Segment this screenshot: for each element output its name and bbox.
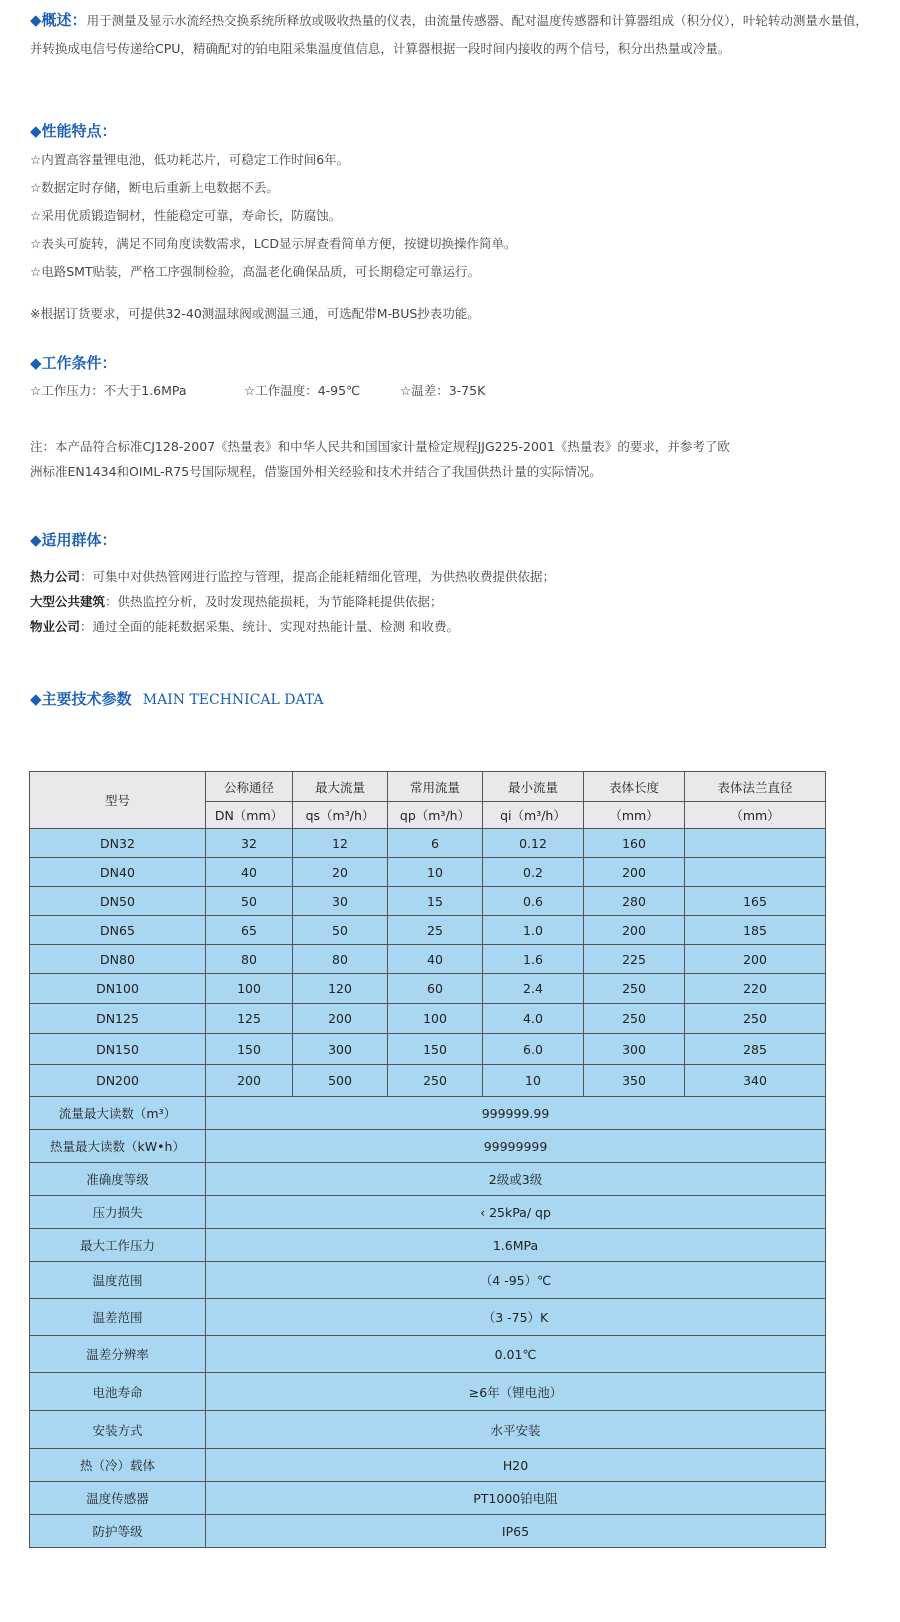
table-row	[30, 1482, 826, 1515]
table-row	[30, 1449, 826, 1482]
technical-title	[30, 688, 324, 709]
value-cell: 30	[293, 887, 388, 916]
table-row	[30, 1130, 826, 1163]
value-cell: 25	[388, 916, 483, 945]
condition-delta: ☆温差：3-75K	[400, 383, 486, 398]
feature-item: ☆采用优质锻造铜材，性能稳定可靠，寿命长，防腐蚀。	[30, 208, 342, 223]
table-row	[30, 858, 826, 887]
table-row	[30, 1196, 826, 1229]
value-cell: 0.12	[483, 829, 584, 858]
value-cell: 6	[388, 829, 483, 858]
feature-item: ☆表头可旋转，满足不同角度读数需求，LCD显示屏查看简单方便，按键切换操作简单。	[30, 236, 517, 251]
value-cell: 220	[685, 974, 826, 1004]
param-label-cell: 压力损失	[30, 1196, 206, 1229]
model-cell: DN200	[30, 1065, 206, 1097]
param-value-cell: 0.01℃	[206, 1336, 826, 1373]
value-cell: 1.6	[483, 945, 584, 974]
header-cell: 表体长度	[584, 772, 685, 802]
feature-item: ☆内置高容量锂电池，低功耗芯片，可稳定工作时间6年。	[30, 152, 350, 167]
model-cell: DN65	[30, 916, 206, 945]
value-cell: 40	[388, 945, 483, 974]
param-value-cell: ‹ 25kPa/ qp	[206, 1196, 826, 1229]
overview-text: 用于测量及显示水流经热交换系统所释放或吸收热量的仪表，由流量传感器、配对温度传感器和计算器组成（积分仪），叶轮转动测量水量值，并转换成电信号传递给CPU，精确配对的铂电阻采集温度值信息，计算器根据一段时间内接收的两个信号，积分出热量或冷量。	[30, 13, 868, 56]
value-cell: 280	[584, 887, 685, 916]
param-label-cell: 防护等级	[30, 1515, 206, 1548]
table-row	[30, 1411, 826, 1449]
value-cell: 12	[293, 829, 388, 858]
table-row	[30, 1373, 826, 1411]
value-cell	[685, 829, 826, 858]
table-row	[30, 829, 826, 858]
param-label-cell: 准确度等级	[30, 1163, 206, 1196]
param-value-cell: 1.6MPa	[206, 1229, 826, 1262]
param-value-cell: IP65	[206, 1515, 826, 1548]
value-cell: 120	[293, 974, 388, 1004]
param-value-cell: PT1000铂电阻	[206, 1482, 826, 1515]
model-cell: DN80	[30, 945, 206, 974]
technical-title-en: MAIN TECHNICAL DATA	[142, 692, 324, 708]
param-label-cell: 温差分辨率	[30, 1336, 206, 1373]
feature-item: ☆数据定时存储，断电后重新上电数据不丢。	[30, 180, 279, 195]
model-cell: DN125	[30, 1004, 206, 1034]
features-note: ※根据订货要求，可提供32-40测温球阀或测温三通，可选配带M-BUS抄表功能。	[30, 306, 480, 321]
table-row	[30, 1097, 826, 1130]
header-cell: 最大流量	[293, 772, 388, 802]
header-unit-cell: DN（mm）	[206, 802, 293, 829]
header-cell: 常用流量	[388, 772, 483, 802]
param-value-cell: （4 -95）℃	[206, 1262, 826, 1299]
model-cell: DN40	[30, 858, 206, 887]
value-cell: 40	[206, 858, 293, 887]
table-row	[30, 1034, 826, 1065]
user-item	[30, 617, 459, 635]
value-cell: 10	[388, 858, 483, 887]
header-unit-cell: qi（m³/h）	[483, 802, 584, 829]
param-value-cell: ≥6年（锂电池）	[206, 1373, 826, 1411]
value-cell: 125	[206, 1004, 293, 1034]
table-row	[30, 916, 826, 945]
value-cell: 10	[483, 1065, 584, 1097]
param-value-cell: 999999.99	[206, 1097, 826, 1130]
value-cell: 250	[584, 1004, 685, 1034]
value-cell: 80	[293, 945, 388, 974]
param-label-cell: 安装方式	[30, 1411, 206, 1449]
user-name: 热力公司	[30, 569, 81, 584]
table-row	[30, 1229, 826, 1262]
header-cell: 表体法兰直径	[685, 772, 826, 802]
header-unit-cell: qp（m³/h）	[388, 802, 483, 829]
table-row	[30, 1262, 826, 1299]
condition-temperature: ☆工作温度：4-95℃	[244, 383, 361, 398]
value-cell: 160	[584, 829, 685, 858]
model-cell: DN50	[30, 887, 206, 916]
value-cell: 0.2	[483, 858, 584, 887]
value-cell: 100	[206, 974, 293, 1004]
table-row	[30, 1336, 826, 1373]
value-cell: 285	[685, 1034, 826, 1065]
table-row	[30, 1004, 826, 1034]
value-cell: 50	[206, 887, 293, 916]
header-unit-cell: （mm）	[685, 802, 826, 829]
value-cell: 100	[388, 1004, 483, 1034]
value-cell: 250	[388, 1065, 483, 1097]
model-cell: DN150	[30, 1034, 206, 1065]
value-cell: 185	[685, 916, 826, 945]
param-value-cell: 水平安装	[206, 1411, 826, 1449]
overview-title-sep: ：	[71, 11, 87, 29]
value-cell: 20	[293, 858, 388, 887]
value-cell: 300	[584, 1034, 685, 1065]
value-cell: 200	[293, 1004, 388, 1034]
user-text: ：可集中对供热管网进行监控与管理，提高企能耗精细化管理，为供热收费提供依据；	[80, 569, 556, 584]
table-row	[30, 1515, 826, 1548]
conditions-title: ◆工作条件：	[30, 354, 117, 372]
header-model: 型号	[30, 772, 206, 829]
value-cell: 6.0	[483, 1034, 584, 1065]
technical-table	[29, 771, 826, 1548]
user-item	[30, 567, 555, 585]
value-cell: 32	[206, 829, 293, 858]
value-cell: 150	[388, 1034, 483, 1065]
value-cell: 165	[685, 887, 826, 916]
value-cell: 200	[584, 916, 685, 945]
param-value-cell: 2级或3级	[206, 1163, 826, 1196]
features-title: ◆性能特点：	[30, 122, 117, 140]
param-value-cell: （3 -75）K	[206, 1299, 826, 1336]
value-cell	[685, 858, 826, 887]
param-label-cell: 温度范围	[30, 1262, 206, 1299]
param-value-cell: H20	[206, 1449, 826, 1482]
standard-note-line2: 洲标准EN1434和OIML-R75号国际规程，借鉴国外相关经验和技术并结合了我国供热计量的实际情况。	[30, 464, 602, 479]
param-label-cell: 电池寿命	[30, 1373, 206, 1411]
overview-paragraph	[30, 6, 872, 63]
feature-item: ☆电路SMT贴装，严格工序强制检验，高温老化确保品质，可长期稳定可靠运行。	[30, 264, 481, 279]
table-row	[30, 945, 826, 974]
table-row	[30, 1299, 826, 1336]
table-row	[30, 974, 826, 1004]
value-cell: 200	[206, 1065, 293, 1097]
value-cell: 15	[388, 887, 483, 916]
value-cell: 500	[293, 1065, 388, 1097]
value-cell: 250	[584, 974, 685, 1004]
value-cell: 200	[685, 945, 826, 974]
param-label-cell: 热量最大读数（kW•h）	[30, 1130, 206, 1163]
value-cell: 65	[206, 916, 293, 945]
value-cell: 2.4	[483, 974, 584, 1004]
header-unit-cell: qs（m³/h）	[293, 802, 388, 829]
model-cell: DN32	[30, 829, 206, 858]
model-cell: DN100	[30, 974, 206, 1004]
value-cell: 340	[685, 1065, 826, 1097]
header-cell: 最小流量	[483, 772, 584, 802]
user-name: 大型公共建筑	[30, 594, 106, 609]
table-row	[30, 1065, 826, 1097]
condition-pressure: ☆工作压力：不大于1.6MPa	[30, 383, 187, 398]
value-cell: 225	[584, 945, 685, 974]
table-header-row	[30, 772, 826, 802]
value-cell: 200	[584, 858, 685, 887]
user-item	[30, 592, 443, 610]
value-cell: 0.6	[483, 887, 584, 916]
param-label-cell: 流量最大读数（m³）	[30, 1097, 206, 1130]
user-text: ：通过全面的能耗数据采集、统计、实现对热能计量、检测 和收费。	[80, 619, 459, 634]
value-cell: 80	[206, 945, 293, 974]
value-cell: 4.0	[483, 1004, 584, 1034]
param-label-cell: 热（冷）载体	[30, 1449, 206, 1482]
value-cell: 300	[293, 1034, 388, 1065]
overview-title: ◆概述	[30, 11, 72, 29]
user-text: ：供热监控分析，及时发现热能损耗，为节能降耗提供依据；	[105, 594, 443, 609]
value-cell: 60	[388, 974, 483, 1004]
user-name: 物业公司	[30, 619, 81, 634]
value-cell: 1.0	[483, 916, 584, 945]
value-cell: 250	[685, 1004, 826, 1034]
param-value-cell: 99999999	[206, 1130, 826, 1163]
technical-title-cn: ◆主要技术参数	[30, 690, 132, 708]
header-unit-cell: （mm）	[584, 802, 685, 829]
table-row	[30, 1163, 826, 1196]
standard-note-line1: 注：本产品符合标准CJ128-2007《热量表》和中华人民共和国国家计量检定规程JJG225-2001《热量表》的要求，并参考了欧	[30, 439, 730, 454]
value-cell: 150	[206, 1034, 293, 1065]
table-row	[30, 887, 826, 916]
value-cell: 350	[584, 1065, 685, 1097]
value-cell: 50	[293, 916, 388, 945]
param-label-cell: 温度传感器	[30, 1482, 206, 1515]
header-cell: 公称通径	[206, 772, 293, 802]
param-label-cell: 最大工作压力	[30, 1229, 206, 1262]
param-label-cell: 温差范围	[30, 1299, 206, 1336]
users-title: ◆适用群体：	[30, 531, 117, 549]
